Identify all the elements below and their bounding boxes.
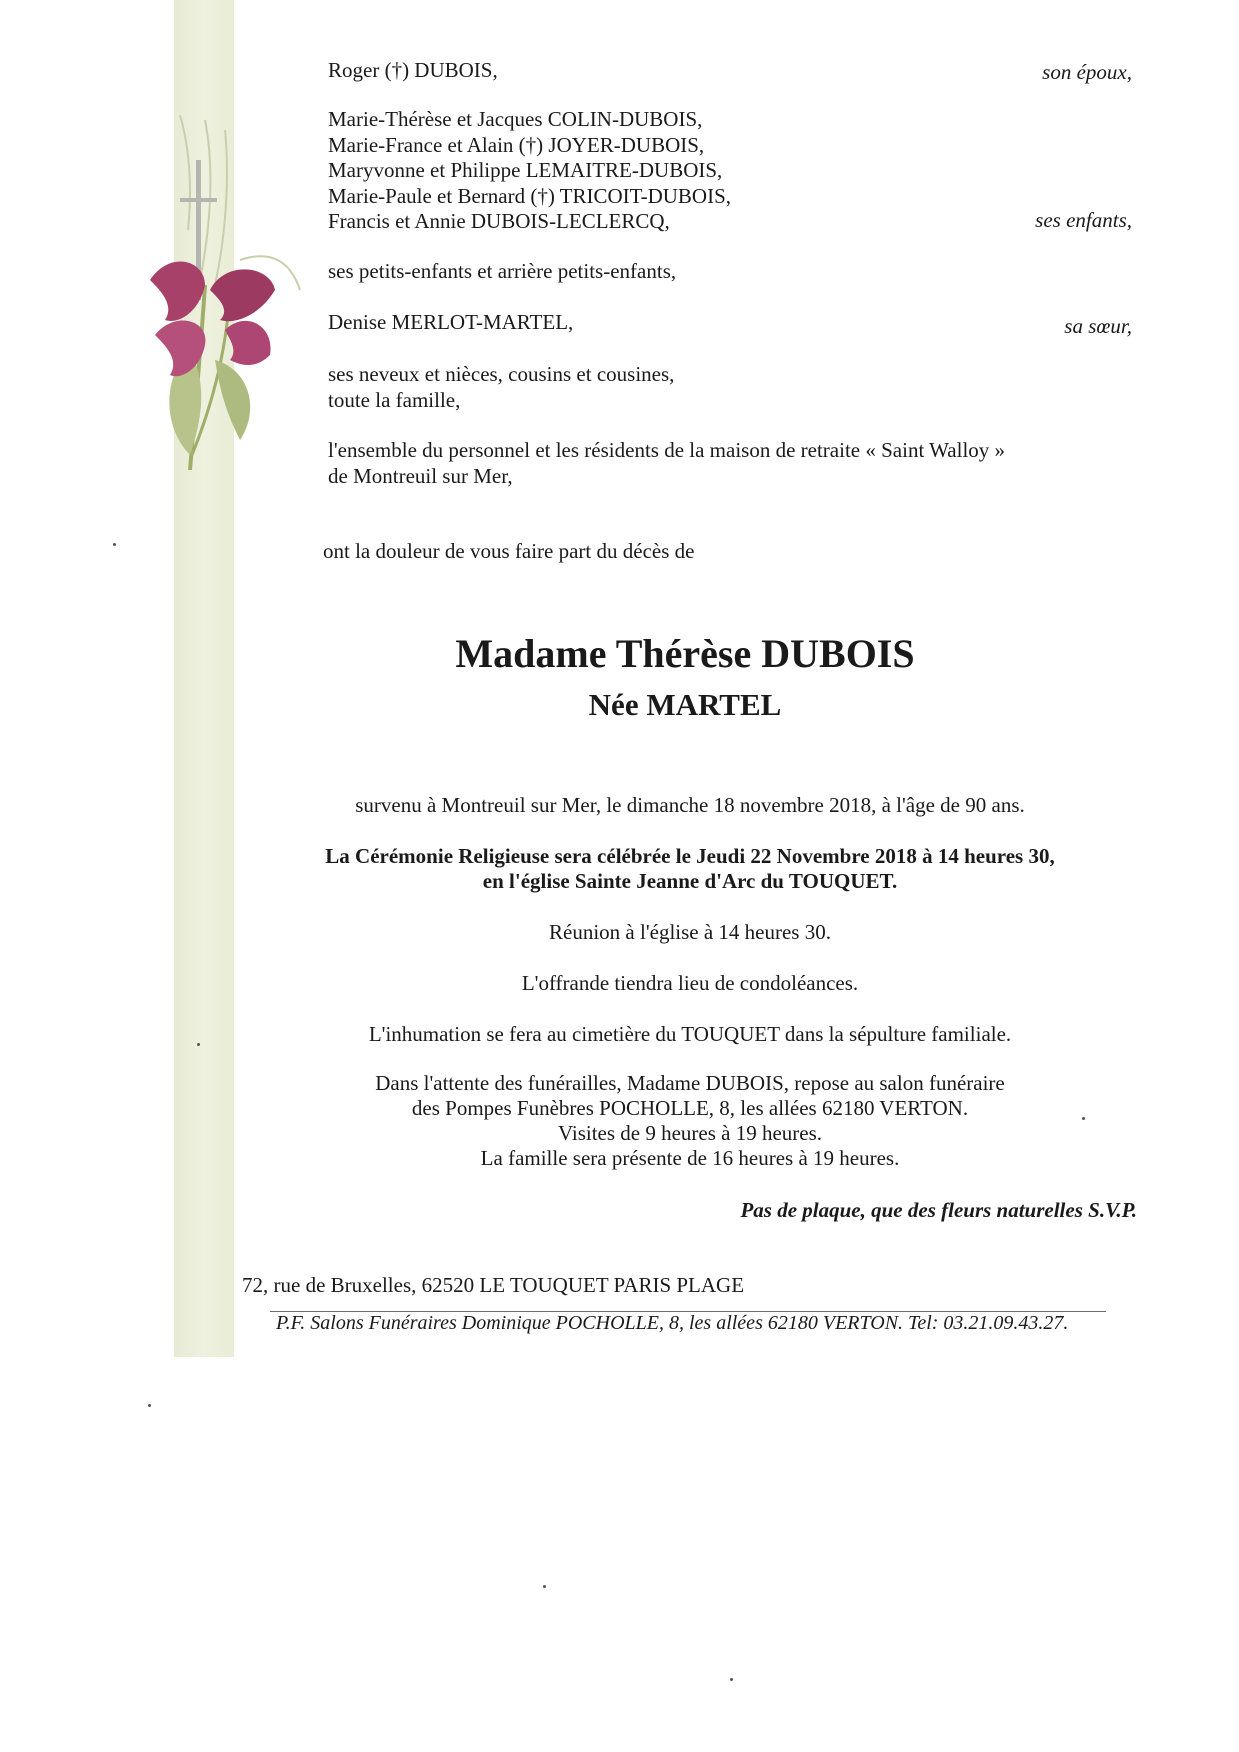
funeral-home-line: des Pompes Funèbres POCHOLLE, 8, les allées 62180 VERTON. xyxy=(411,1096,969,1120)
death-info: survenu à Montreuil sur Mer, le dimanche 18 novembre 2018, à l'âge de 90 ans. xyxy=(355,793,1025,817)
extended-family xyxy=(328,362,674,413)
meeting-info: Réunion à l'église à 14 heures 30. xyxy=(549,920,831,944)
grandchildren-line: ses petits-enfants et arrière petits-enfants, xyxy=(328,259,677,283)
ceremony-line: La Cérémonie Religieuse sera célébrée le Jeudi 22 Novembre 2018 à 14 heures 30, xyxy=(325,844,1055,868)
sister-name: Denise MERLOT-MARTEL, xyxy=(328,310,574,334)
scan-speck xyxy=(113,543,116,546)
offering-info: L'offrande tiendra lieu de condoléances. xyxy=(521,971,859,995)
scan-speck xyxy=(543,1585,546,1588)
scan-speck xyxy=(148,1404,151,1407)
spouse-name: Roger (†) DUBOIS, xyxy=(328,58,498,82)
staff-line: l'ensemble du personnel et les résidents de la maison de retraite « Saint Walloy » xyxy=(328,438,1006,462)
child-name: Marie-Paule et Bernard (†) TRICOIT-DUBOIS, xyxy=(328,183,731,208)
child-name: Marie-Thérèse et Jacques COLIN-DUBOIS, xyxy=(328,107,703,131)
maiden-name: Née MARTEL xyxy=(588,687,782,722)
footer-funeral-home: P.F. Salons Funéraires Dominique POCHOLLE, 8, les allées 62180 VERTON. Tel: 03.21.09.43.27. xyxy=(276,1312,1069,1334)
deceased-name: Madame Thérèse DUBOIS xyxy=(455,631,915,676)
burial-info: L'inhumation se fera au cimetière du TOUQUET dans la sépulture familiale. xyxy=(368,1022,1012,1046)
address-line: 72, rue de Bruxelles, 62520 LE TOUQUET PARIS PLAGE xyxy=(242,1273,745,1297)
ceremony-info xyxy=(250,844,1130,894)
funeral-home-line: Visites de 9 heures à 19 heures. xyxy=(557,1121,823,1145)
scan-speck xyxy=(197,1043,200,1046)
staff-line: de Montreuil sur Mer, xyxy=(328,463,513,488)
child-name: Marie-France et Alain (†) JOYER-DUBOIS, xyxy=(328,132,705,157)
flowers-note: Pas de plaque, que des fleurs naturelles S.V.P. xyxy=(740,1198,1137,1222)
child-name: Maryvonne et Philippe LEMAITRE-DUBOIS, xyxy=(328,158,723,182)
funeral-home-line: La famille sera présente de 16 heures à 19 heures. xyxy=(480,1146,900,1170)
sister-relation: sa sœur, xyxy=(1064,314,1132,338)
child-name: Francis et Annie DUBOIS-LECLERCQ, xyxy=(328,209,670,233)
announcement-line: ont la douleur de vous faire part du décès de xyxy=(323,539,695,563)
retirement-home-staff xyxy=(328,438,1005,489)
children-relation: ses enfants, xyxy=(1035,208,1132,232)
cross-and-lily-illustration xyxy=(130,110,320,480)
ceremony-line: en l'église Sainte Jeanne d'Arc du TOUQUET. xyxy=(482,869,898,893)
funeral-home-line: Dans l'attente des funérailles, Madame DUBOIS, repose au salon funéraire xyxy=(375,1071,1005,1095)
children-list xyxy=(328,107,731,235)
funeral-home-info xyxy=(250,1071,1130,1171)
extended-family-line: ses neveux et nièces, cousins et cousines, xyxy=(328,362,675,386)
spouse-relation: son époux, xyxy=(1042,60,1132,84)
scan-speck xyxy=(730,1678,733,1681)
scan-speck xyxy=(1082,1117,1085,1120)
extended-family-line: toute la famille, xyxy=(328,387,461,412)
calla-lily-icon xyxy=(150,261,275,470)
